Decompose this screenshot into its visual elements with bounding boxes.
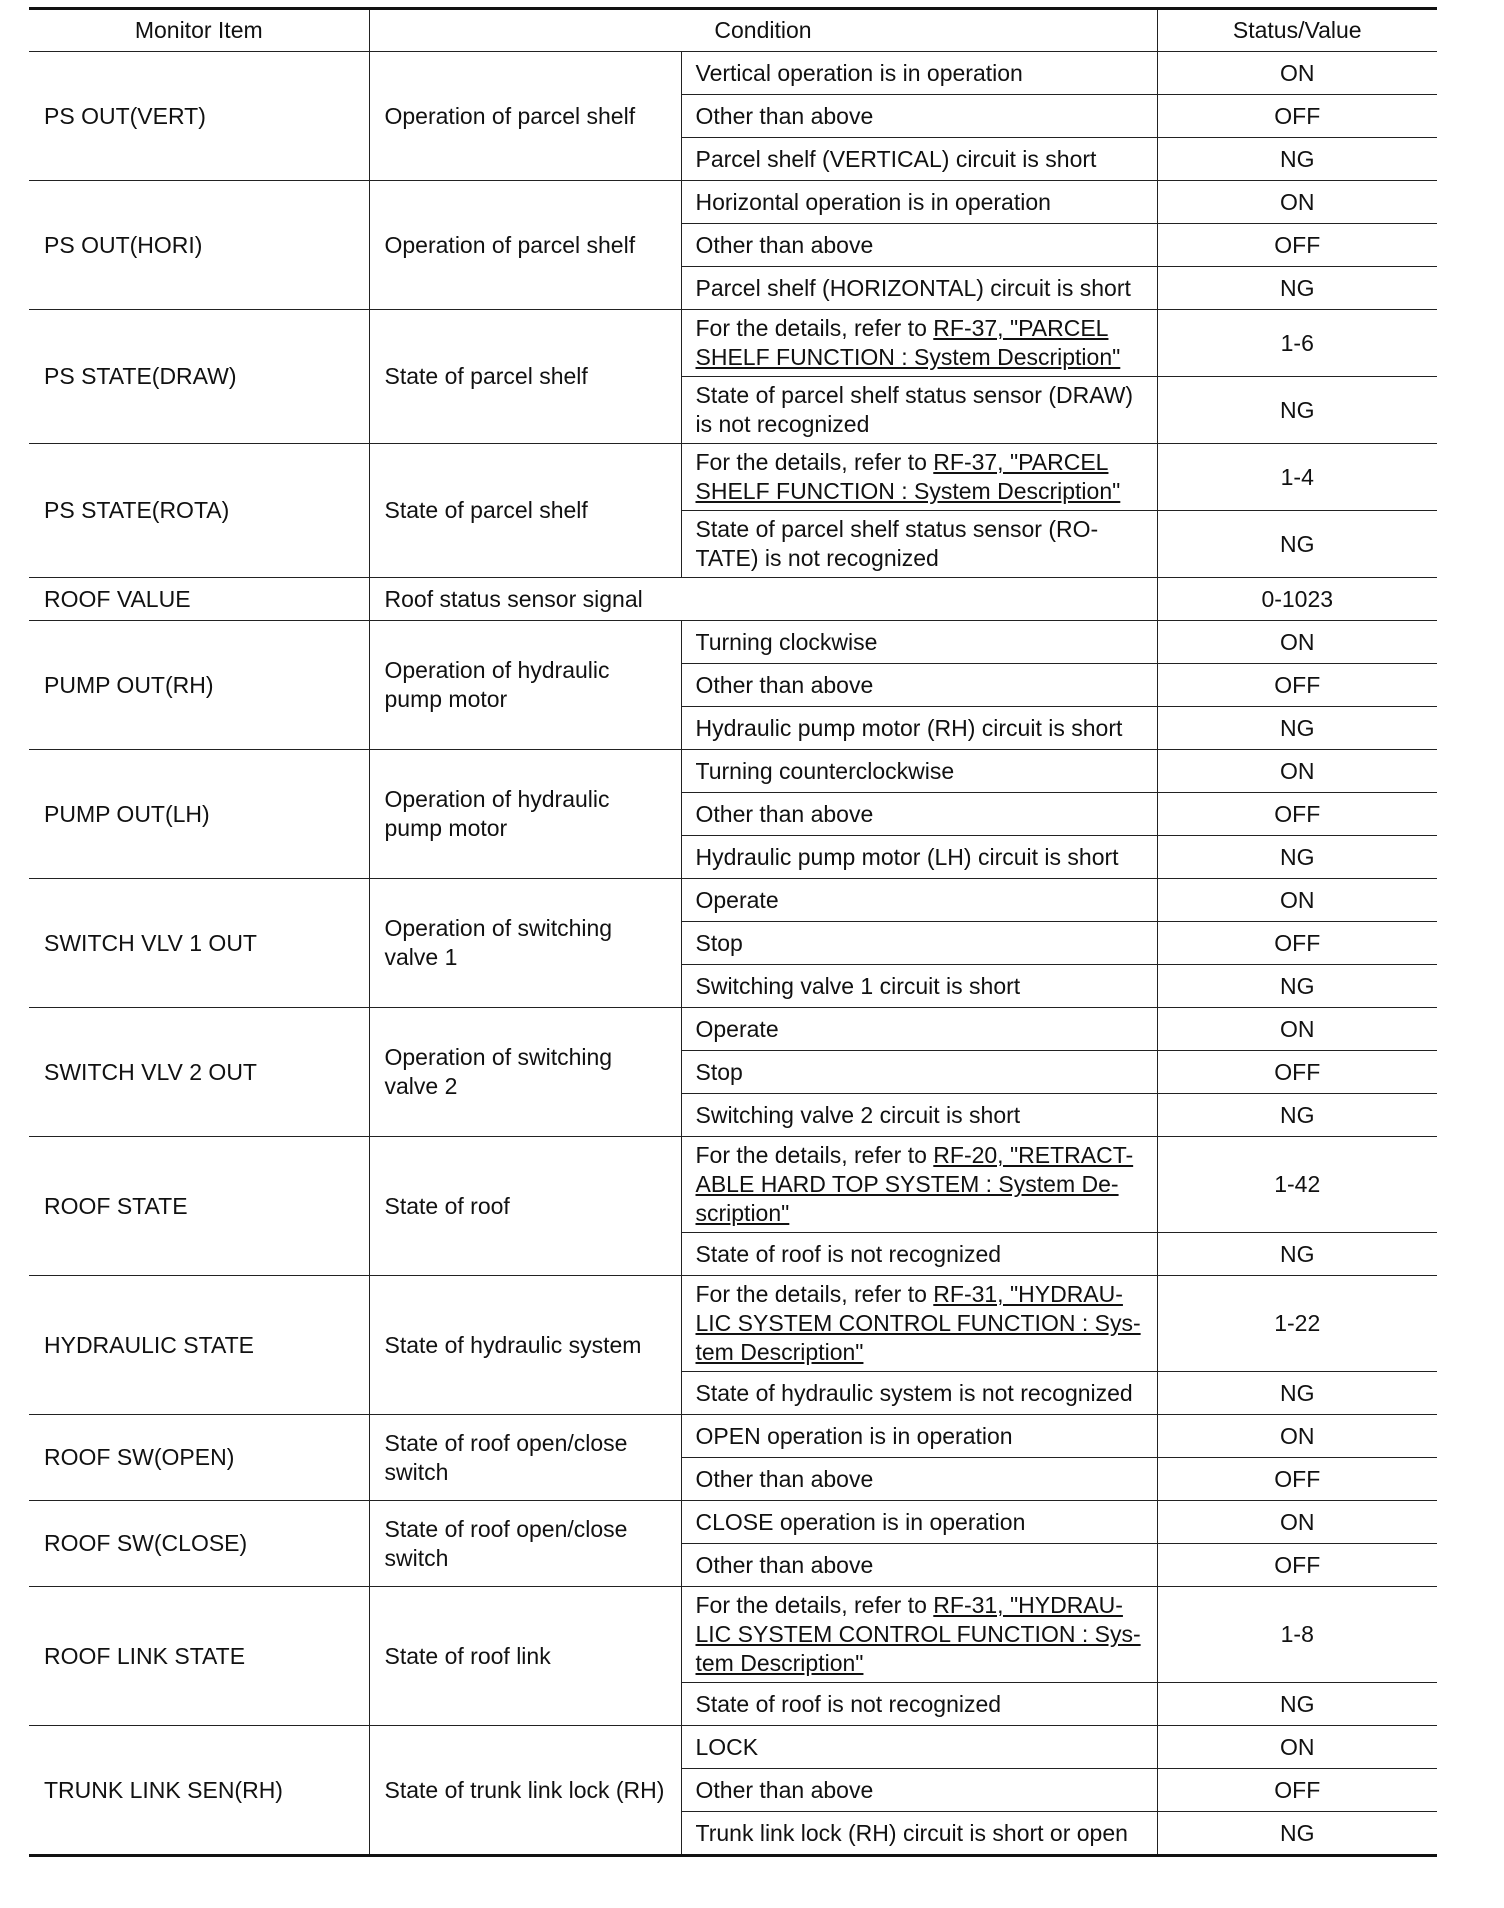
- table-row: [29, 181, 1437, 224]
- sub-condition-cell: Operate: [681, 879, 1157, 922]
- monitor-item-cell: PS OUT(VERT): [29, 52, 369, 181]
- status-value-cell: ON: [1157, 621, 1437, 664]
- monitor-item-cell: SWITCH VLV 2 OUT: [29, 1008, 369, 1137]
- condition-cell: Operation of parcel shelf: [369, 181, 681, 310]
- sub-condition-cell: State of parcel shelf status sensor (DRAW) is not recognized: [681, 377, 1157, 444]
- status-value-cell: ON: [1157, 1415, 1437, 1458]
- table-row: [29, 1587, 1437, 1683]
- condition-cell: State of roof link: [369, 1587, 681, 1726]
- status-value-cell: NG: [1157, 836, 1437, 879]
- condition-cell: Operation of parcel shelf: [369, 52, 681, 181]
- monitor-item-cell: ROOF SW(CLOSE): [29, 1501, 369, 1587]
- status-value-cell: NG: [1157, 707, 1437, 750]
- status-value-cell: ON: [1157, 750, 1437, 793]
- table-row: [29, 1726, 1437, 1769]
- status-value-cell: NG: [1157, 1233, 1437, 1276]
- sub-condition-cell: Stop: [681, 1051, 1157, 1094]
- status-value-cell: OFF: [1157, 224, 1437, 267]
- sub-condition-cell: State of roof is not recognized: [681, 1233, 1157, 1276]
- sub-condition-cell: Stop: [681, 922, 1157, 965]
- monitor-item-cell: ROOF LINK STATE: [29, 1587, 369, 1726]
- sub-condition-cell: [681, 1137, 1157, 1233]
- header-condition: Condition: [369, 9, 1157, 52]
- condition-cell: State of trunk link lock (RH): [369, 1726, 681, 1856]
- status-value-cell: ON: [1157, 52, 1437, 95]
- reference-link[interactable]: RF-20, "RETRACT-ABLE HARD TOP SYSTEM : System De-scription": [695, 1142, 1134, 1226]
- header-monitor-item: Monitor Item: [29, 9, 369, 52]
- table-row: [29, 578, 1437, 621]
- sub-condition-cell: Horizontal operation is in operation: [681, 181, 1157, 224]
- table-row: [29, 1501, 1437, 1544]
- status-value-cell: NG: [1157, 1372, 1437, 1415]
- sub-condition-cell: Trunk link lock (RH) circuit is short or open: [681, 1812, 1157, 1856]
- status-value-cell: NG: [1157, 377, 1437, 444]
- sub-condition-cell: Operate: [681, 1008, 1157, 1051]
- monitor-item-cell: PS STATE(ROTA): [29, 444, 369, 578]
- reference-link[interactable]: RF-31, "HYDRAU-LIC SYSTEM CONTROL FUNCTION : Sys-tem Description": [695, 1281, 1141, 1365]
- monitor-item-cell: ROOF STATE: [29, 1137, 369, 1276]
- reference-link[interactable]: RF-31, "HYDRAU-LIC SYSTEM CONTROL FUNCTION : Sys-tem Description": [695, 1592, 1141, 1676]
- status-value-cell: NG: [1157, 1683, 1437, 1726]
- condition-cell: State of hydraulic system: [369, 1276, 681, 1415]
- condition-cell: Operation of hydraulic pump motor: [369, 750, 681, 879]
- monitor-table-container: [29, 7, 1437, 1857]
- reference-prefix: For the details, refer to: [695, 315, 934, 341]
- sub-condition-cell: LOCK: [681, 1726, 1157, 1769]
- status-value-cell: OFF: [1157, 1769, 1437, 1812]
- table-row: [29, 1415, 1437, 1458]
- status-value-cell: OFF: [1157, 1458, 1437, 1501]
- status-value-cell: ON: [1157, 181, 1437, 224]
- reference-prefix: For the details, refer to: [695, 449, 934, 475]
- status-value-cell: ON: [1157, 879, 1437, 922]
- condition-cell: State of parcel shelf: [369, 444, 681, 578]
- header-status-value: Status/Value: [1157, 9, 1437, 52]
- reference-prefix: For the details, refer to: [695, 1592, 934, 1618]
- sub-condition-cell: State of hydraulic system is not recognized: [681, 1372, 1157, 1415]
- table-body: [29, 52, 1437, 1856]
- sub-condition-cell: Hydraulic pump motor (RH) circuit is short: [681, 707, 1157, 750]
- status-value-cell: NG: [1157, 965, 1437, 1008]
- table-row: [29, 52, 1437, 95]
- table-row: [29, 444, 1437, 511]
- sub-condition-cell: State of roof is not recognized: [681, 1683, 1157, 1726]
- monitor-item-cell: ROOF SW(OPEN): [29, 1415, 369, 1501]
- table-row: [29, 1008, 1437, 1051]
- sub-condition-cell: Other than above: [681, 664, 1157, 707]
- table-row: [29, 750, 1437, 793]
- sub-condition-cell: Vertical operation is in operation: [681, 52, 1157, 95]
- sub-condition-cell: Other than above: [681, 1544, 1157, 1587]
- status-value-cell: NG: [1157, 267, 1437, 310]
- status-value-cell: OFF: [1157, 1051, 1437, 1094]
- reference-link[interactable]: RF-37, "PARCEL SHELF FUNCTION : System Description": [695, 449, 1121, 504]
- status-value-cell: OFF: [1157, 664, 1437, 707]
- condition-cell: Roof status sensor signal: [369, 578, 1157, 621]
- sub-condition-cell: [681, 1587, 1157, 1683]
- table-row: [29, 310, 1437, 377]
- reference-link[interactable]: RF-37, "PARCEL SHELF FUNCTION : System Description": [695, 315, 1121, 370]
- table-row: [29, 1137, 1437, 1233]
- condition-cell: State of roof open/close switch: [369, 1501, 681, 1587]
- sub-condition-cell: Parcel shelf (HORIZONTAL) circuit is short: [681, 267, 1157, 310]
- condition-cell: State of parcel shelf: [369, 310, 681, 444]
- status-value-cell: 0-1023: [1157, 578, 1437, 621]
- status-value-cell: ON: [1157, 1501, 1437, 1544]
- condition-cell: State of roof: [369, 1137, 681, 1276]
- sub-condition-cell: Turning counterclockwise: [681, 750, 1157, 793]
- status-value-cell: NG: [1157, 511, 1437, 578]
- sub-condition-cell: Switching valve 2 circuit is short: [681, 1094, 1157, 1137]
- monitor-item-cell: TRUNK LINK SEN(RH): [29, 1726, 369, 1856]
- status-value-cell: 1-22: [1157, 1276, 1437, 1372]
- sub-condition-cell: OPEN operation is in operation: [681, 1415, 1157, 1458]
- sub-condition-cell: Other than above: [681, 1458, 1157, 1501]
- monitor-item-cell: HYDRAULIC STATE: [29, 1276, 369, 1415]
- status-value-cell: NG: [1157, 1094, 1437, 1137]
- sub-condition-cell: Hydraulic pump motor (LH) circuit is short: [681, 836, 1157, 879]
- sub-condition-cell: CLOSE operation is in operation: [681, 1501, 1157, 1544]
- sub-condition-cell: Other than above: [681, 1769, 1157, 1812]
- status-value-cell: NG: [1157, 1812, 1437, 1856]
- sub-condition-cell: [681, 310, 1157, 377]
- condition-cell: Operation of hydraulic pump motor: [369, 621, 681, 750]
- monitor-item-cell: PS OUT(HORI): [29, 181, 369, 310]
- monitor-item-cell: PS STATE(DRAW): [29, 310, 369, 444]
- condition-cell: Operation of switching valve 2: [369, 1008, 681, 1137]
- sub-condition-cell: Switching valve 1 circuit is short: [681, 965, 1157, 1008]
- reference-prefix: For the details, refer to: [695, 1281, 934, 1307]
- monitor-table: [29, 7, 1437, 1857]
- status-value-cell: 1-42: [1157, 1137, 1437, 1233]
- table-row: [29, 879, 1437, 922]
- status-value-cell: 1-8: [1157, 1587, 1437, 1683]
- sub-condition-cell: Other than above: [681, 95, 1157, 138]
- status-value-cell: 1-6: [1157, 310, 1437, 377]
- sub-condition-cell: Other than above: [681, 793, 1157, 836]
- status-value-cell: 1-4: [1157, 444, 1437, 511]
- monitor-item-cell: PUMP OUT(RH): [29, 621, 369, 750]
- table-row: [29, 1276, 1437, 1372]
- status-value-cell: OFF: [1157, 95, 1437, 138]
- table-row: [29, 621, 1437, 664]
- status-value-cell: NG: [1157, 138, 1437, 181]
- sub-condition-cell: Parcel shelf (VERTICAL) circuit is short: [681, 138, 1157, 181]
- status-value-cell: OFF: [1157, 793, 1437, 836]
- monitor-item-cell: PUMP OUT(LH): [29, 750, 369, 879]
- status-value-cell: ON: [1157, 1726, 1437, 1769]
- status-value-cell: OFF: [1157, 922, 1437, 965]
- status-value-cell: ON: [1157, 1008, 1437, 1051]
- condition-cell: Operation of switching valve 1: [369, 879, 681, 1008]
- status-value-cell: OFF: [1157, 1544, 1437, 1587]
- sub-condition-cell: [681, 444, 1157, 511]
- sub-condition-cell: Other than above: [681, 224, 1157, 267]
- monitor-item-cell: SWITCH VLV 1 OUT: [29, 879, 369, 1008]
- sub-condition-cell: Turning clockwise: [681, 621, 1157, 664]
- sub-condition-cell: State of parcel shelf status sensor (RO-TATE) is not recognized: [681, 511, 1157, 578]
- sub-condition-cell: [681, 1276, 1157, 1372]
- condition-cell: State of roof open/close switch: [369, 1415, 681, 1501]
- table-header: [29, 9, 1437, 52]
- monitor-item-cell: ROOF VALUE: [29, 578, 369, 621]
- reference-prefix: For the details, refer to: [695, 1142, 934, 1168]
